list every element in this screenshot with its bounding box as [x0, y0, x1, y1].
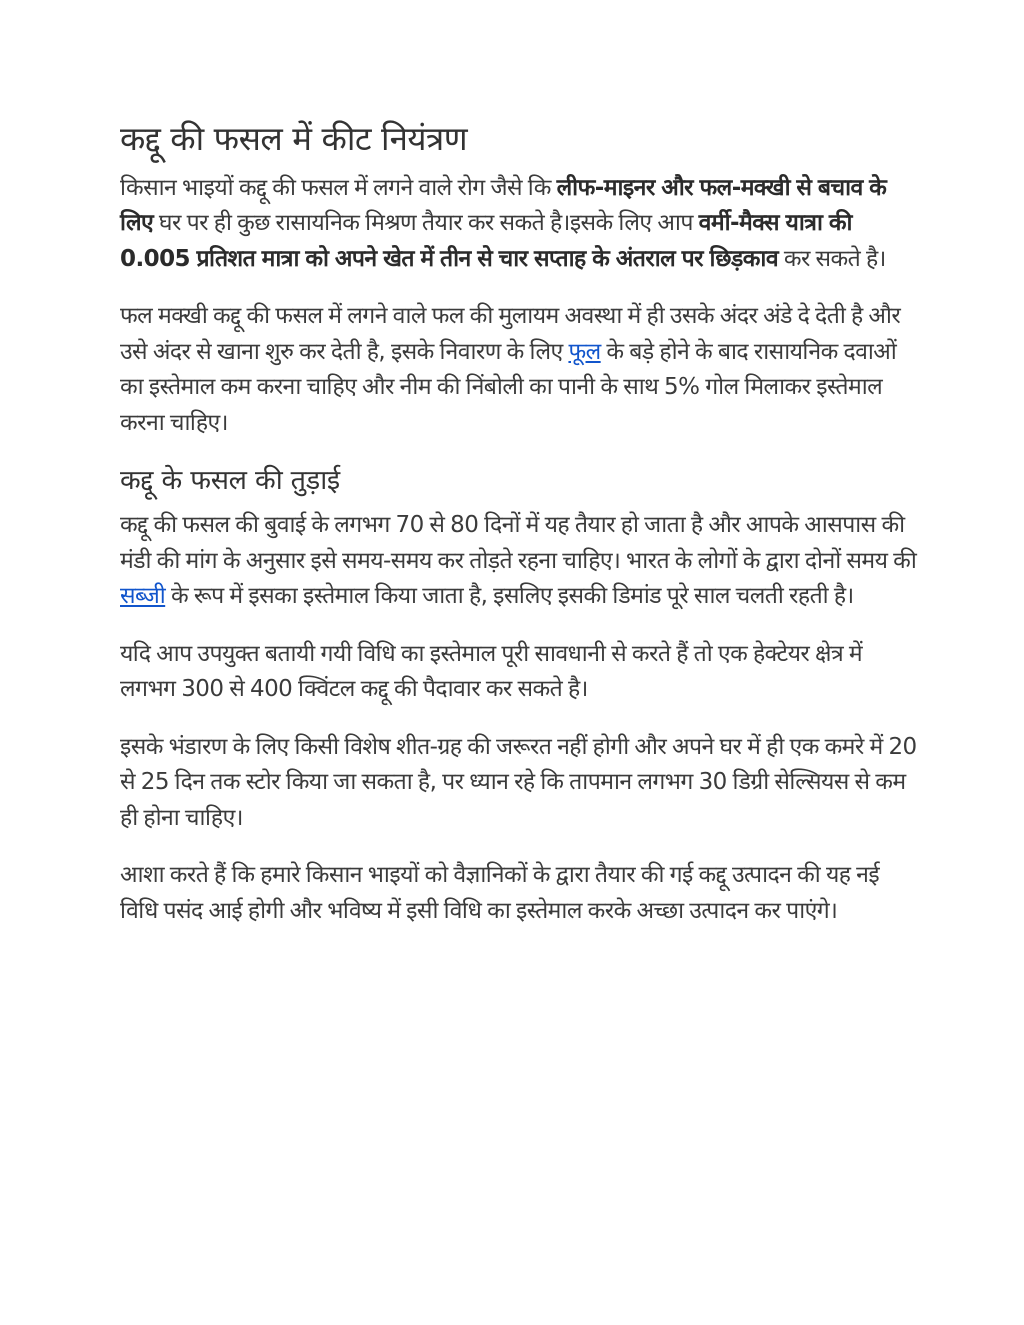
closing-paragraph: आशा करते हैं कि हमारे किसान भाइयों को वैज्ञानिकों के द्वारा तैयार की गई कद्दू उत्पादन की यह नई विधि पसंद आई होगी और भविष्य में इसी विधि का इस्तेमाल करके अच्छा उत्पादन कर पाएंगे।	[120, 862, 880, 924]
harvest-paragraph	[120, 508, 920, 615]
pest-control-paragraph	[120, 171, 920, 278]
fruit-fly-paragraph	[120, 299, 920, 441]
paragraph-text: किसान भाइयों कद्दू की फसल में लगने वाले रोग जैसे कि	[120, 174, 557, 201]
vegetable-link[interactable]: सब्जी	[120, 583, 166, 610]
harvest-heading: कद्दू के फसल की तुड़ाई	[120, 465, 340, 497]
storage-paragraph: इसके भंडारण के लिए किसी विशेष शीत-ग्रह की जरूरत नहीं होगी और अपने घर में ही एक कमरे में 20 से 25 दिन तक स्टोर किया जा सकता है, पर ध्यान रहे कि तापमान लगभग 30 डिग्री सेल्सियस से कम ही होना चाहिए।	[120, 733, 917, 831]
yield-paragraph: यदि आप उपयुक्त बतायी गयी विधि का इस्तेमाल पूरी सावधानी से करते हैं तो एक हेक्टेयर क्षेत्र में लगभग 300 से 400 क्विंटल कद्दू की पैदावार कर सकते है।	[120, 640, 863, 703]
paragraph-text: कर सकते है।	[778, 245, 886, 272]
document-page	[120, 118, 920, 951]
flower-link[interactable]: फूल	[568, 338, 601, 365]
bold-text: लीफ-माइनर और फल-मक्खी से बचाव के लिए	[120, 174, 887, 237]
bold-text: वर्मी-मैक्स यात्रा की 0.005 प्रतिशत मात्रा को अपने खेत में तीन से चार सप्ताह के अंतराल पर छिड़काव	[120, 210, 852, 272]
paragraph-text: के बड़े होने के बाद रासायनिक दवाओं का इस्तेमाल कम करना चाहिए और नीम की निंबोली का पानी के साथ 5% गोल मिलाकर इस्तेमाल करना चाहिए।	[120, 338, 897, 436]
paragraph-text: के रूप में इसका इस्तेमाल किया जाता है, इसलिए इसकी डिमांड पूरे साल चलती रहती है।	[165, 583, 854, 610]
paragraph-text: फल मक्खी कद्दू की फसल में लगने वाले फल की मुलायम अवस्था में ही उसके अंदर अंडे दे देती है और उसे अंदर से खाना शुरु कर देती है, इसके निवारण के लिए	[120, 303, 901, 365]
pest-control-heading: कद्दू की फसल में कीट नियंत्रण	[120, 119, 468, 158]
paragraph-text: घर पर ही कुछ रासायनिक मिश्रण तैयार कर सकते है।इसके लिए आप	[153, 210, 699, 237]
paragraph-text: कद्दू की फसल की बुवाई के लगभग 70 से 80 दिनों में यह तैयार हो जाता है और आपके आसपास की मंडी की मांग के अनुसार इसे समय-समय कर तोड़ते रहना चाहिए। भारत के लोगों के द्वारा दोनों समय की	[120, 512, 917, 574]
